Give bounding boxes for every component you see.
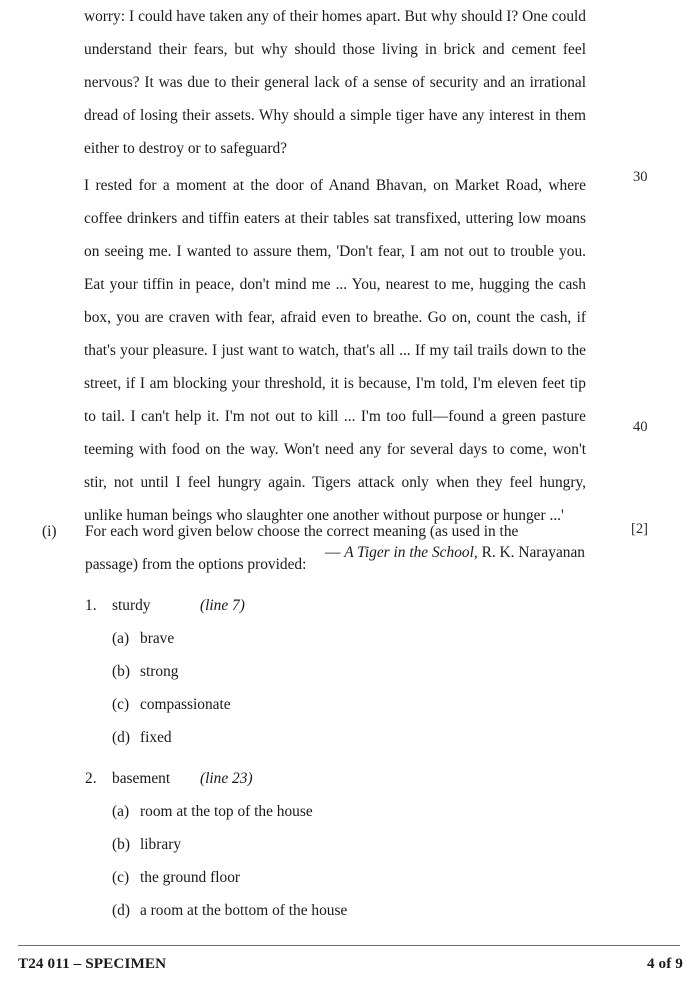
question-text-line-1: For each word given below choose the correct meaning (as used in the bbox=[85, 523, 519, 540]
option-text: strong bbox=[140, 663, 179, 680]
option-key: (a) bbox=[112, 803, 130, 820]
option-text: fixed bbox=[140, 729, 172, 746]
option-key: (d) bbox=[112, 729, 130, 746]
option-d[interactable] bbox=[0, 721, 700, 754]
option-text: room at the top of the house bbox=[140, 803, 313, 820]
option-d[interactable] bbox=[0, 894, 700, 927]
line-number-40: 40 bbox=[633, 419, 648, 435]
option-text: a room at the bottom of the house bbox=[140, 902, 348, 919]
attribution-dash: — bbox=[324, 544, 345, 561]
footer-divider bbox=[18, 945, 680, 946]
option-a[interactable] bbox=[0, 622, 700, 655]
footer-paper-code: T24 011 – SPECIMEN bbox=[18, 955, 167, 972]
attribution-title: A Tiger in the School bbox=[344, 544, 474, 561]
item-line-reference: (line 23) bbox=[200, 770, 253, 787]
option-c[interactable] bbox=[0, 688, 700, 721]
option-key: (b) bbox=[112, 836, 130, 853]
marks-allocation: [2] bbox=[631, 521, 649, 537]
line-number-30: 30 bbox=[633, 169, 648, 185]
item-heading bbox=[0, 762, 700, 795]
item-word: basement bbox=[112, 770, 171, 787]
question-items bbox=[0, 589, 700, 927]
passage-text bbox=[84, 0, 586, 569]
question-text bbox=[85, 515, 586, 581]
option-text: compassionate bbox=[140, 696, 231, 713]
question-item-2 bbox=[0, 762, 700, 927]
item-number: 2. bbox=[85, 770, 97, 787]
item-heading bbox=[0, 589, 700, 622]
option-text: brave bbox=[140, 630, 175, 647]
question-item-1 bbox=[0, 589, 700, 754]
option-c[interactable] bbox=[0, 861, 700, 894]
option-key: (a) bbox=[112, 630, 130, 647]
option-key: (c) bbox=[112, 869, 130, 886]
option-key: (d) bbox=[112, 902, 130, 919]
option-b[interactable] bbox=[0, 828, 700, 861]
option-a[interactable] bbox=[0, 795, 700, 828]
passage-paragraph-1: worry: I could have taken any of their homes apart. But why should I? One could understand their fears, but why should those living in brick and cement feel nervous? It was due to their general lack of a sense of security and an irrational dread of losing their assets. Why should a simple tiger have any interest in them either to destroy or to safeguard? bbox=[84, 8, 586, 157]
question-label: (i) bbox=[42, 523, 57, 540]
option-key: (b) bbox=[112, 663, 130, 680]
item-word: sturdy bbox=[112, 597, 151, 614]
attribution-author: , R. K. Narayanan bbox=[473, 544, 585, 561]
question-i bbox=[0, 515, 700, 927]
passage-paragraph-2: I rested for a moment at the door of Anand Bhavan, on Market Road, where coffee drinkers and tiffin eaters at their tables sat transfixed, uttering low moans on seeing me. I wanted to assure them, 'Don't fear, I am not out to trouble you. Eat your tiffin in peace, don't mind me ... You, nearest to me, hugging the cash box, you are craven with fear, afraid even to breathe. Go on, count the cash, if that's your pleasure. I just want to watch, that's all ... If my tail trails down to the street, if I am blocking your threshold, it is because, I'm told, I'm eleven feet tip to tail. I can't help it. I'm not out to kill ... I'm too full—found a green pasture teeming with food on the way. Won't need any for several days to come, won't stir, not until I feel hungry again. Tigers attack only when they feel hungry, unlike human beings who slaughter one another without purpose or hunger ...' bbox=[84, 177, 586, 524]
option-text: the ground floor bbox=[140, 869, 241, 886]
page-footer bbox=[18, 955, 683, 973]
option-key: (c) bbox=[112, 696, 130, 713]
footer-page-number: 4 of 9 bbox=[646, 955, 683, 972]
option-text: library bbox=[140, 836, 182, 853]
item-number: 1. bbox=[85, 597, 97, 614]
option-b[interactable] bbox=[0, 655, 700, 688]
question-text-line-2: passage) from the options provided: bbox=[85, 556, 307, 573]
question-stem bbox=[0, 515, 700, 581]
item-line-reference: (line 7) bbox=[200, 597, 245, 614]
